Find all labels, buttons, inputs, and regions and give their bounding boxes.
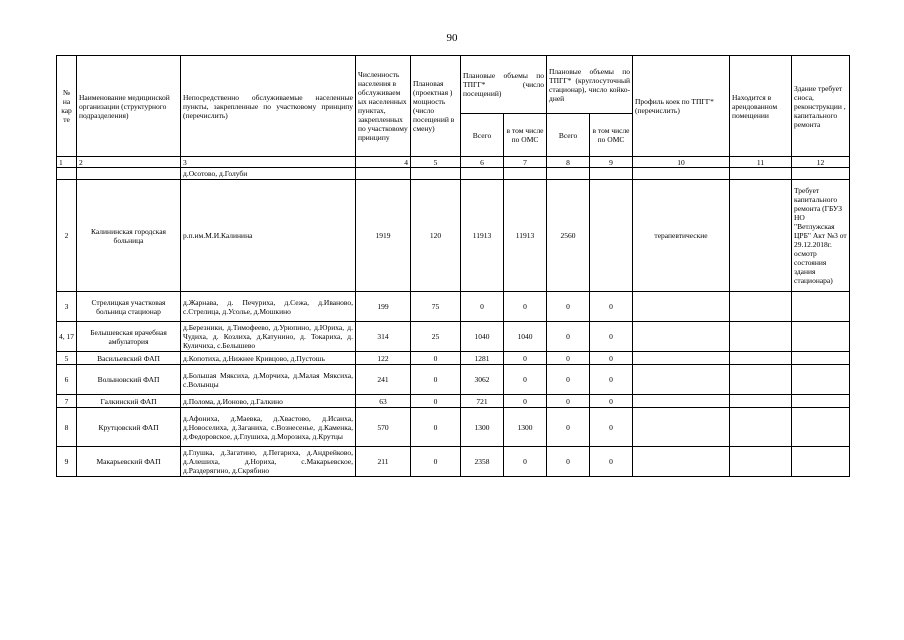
row-num: 3 (57, 292, 77, 322)
page-number: 90 (446, 32, 458, 44)
table-row (57, 322, 850, 352)
header-capacity: Плановая (проектная ) мощность (число посещений в смену) (411, 56, 461, 157)
row-points: д.Березники, д.Тимофеево, д.Урюпино, д.Юриха, д. Чудиха, д. Козлиха, д.Катунино, д. Токариха, д. Куличиха, с.Белышево (181, 322, 356, 352)
header-visits: Плановые объемы по ТПГГ* (число посещений) (461, 56, 547, 114)
table-row (57, 365, 850, 395)
continuation-row (57, 168, 850, 180)
row-num: 9 (57, 447, 77, 477)
row-beddays-total: 0 (547, 365, 590, 395)
row-repair (792, 292, 850, 322)
header-beddays: Плановые объемы по ТПГГ* (круглосуточный стационар), число койко-дней (547, 56, 633, 114)
row-bed-profile (633, 395, 730, 408)
row-population: 122 (356, 352, 411, 365)
row-visits-oms: 0 (504, 395, 547, 408)
header-rented: Находится в арендованном помещении (730, 56, 792, 157)
row-bed-profile (633, 292, 730, 322)
row-beddays-oms: 0 (590, 322, 633, 352)
row-visits-oms: 0 (504, 352, 547, 365)
table-row (57, 408, 850, 447)
row-bed-profile (633, 322, 730, 352)
row-beddays-oms: 0 (590, 447, 633, 477)
row-rented (730, 447, 792, 477)
col-number: 6 (461, 157, 504, 168)
col-number: 9 (590, 157, 633, 168)
table-row (57, 292, 850, 322)
row-repair (792, 322, 850, 352)
row-org-name: Калининская городская больница (77, 180, 181, 292)
row-org-name: Крутцовский ФАП (77, 408, 181, 447)
row-beddays-total: 0 (547, 322, 590, 352)
col-number: 4 (356, 157, 411, 168)
row-beddays-total: 0 (547, 447, 590, 477)
header-org-name: Наименование медицинской организации (структурного подразделения) (77, 56, 181, 157)
row-rented (730, 180, 792, 292)
row-visits-total: 0 (461, 292, 504, 322)
row-points: д.Афониха, д.Маевка, д.Хвастово, д.Исаиха, д.Новоселиха, д.Заганиха, с.Вознесенье, д.Каменка, д.Федоровское, д.Глушиха, д.Морозиха, д.Крутцы (181, 408, 356, 447)
row-org-name: Стрелицкая участковая больница стационар (77, 292, 181, 322)
row-bed-profile (633, 408, 730, 447)
facilities-table (56, 55, 850, 477)
row-repair: Требует капитального ремонта (ГБУЗ НО "Ветлужская ЦРБ" Акт №3 от 29.12.2018г. осмотр состояния здания стационара) (792, 180, 850, 292)
continuation-text: д.Осотово, д.Голуби (181, 168, 356, 180)
row-num: 8 (57, 408, 77, 447)
row-rented (730, 395, 792, 408)
table-row (57, 395, 850, 408)
row-visits-oms: 11913 (504, 180, 547, 292)
row-beddays-total: 0 (547, 395, 590, 408)
row-rented (730, 292, 792, 322)
header-beddays-oms: в том числе по ОМС (590, 114, 633, 157)
row-repair (792, 395, 850, 408)
column-numbers-row (57, 157, 850, 168)
row-capacity: 0 (411, 408, 461, 447)
row-beddays-oms: 0 (590, 292, 633, 322)
row-visits-oms: 0 (504, 292, 547, 322)
row-repair (792, 447, 850, 477)
row-org-name: Макарьевский ФАП (77, 447, 181, 477)
row-bed-profile: терапевтические (633, 180, 730, 292)
row-population: 241 (356, 365, 411, 395)
row-bed-profile (633, 447, 730, 477)
col-number: 5 (411, 157, 461, 168)
row-repair (792, 352, 850, 365)
row-visits-total: 1281 (461, 352, 504, 365)
row-beddays-total: 0 (547, 352, 590, 365)
table-row (57, 180, 850, 292)
row-num: 4, 17 (57, 322, 77, 352)
row-beddays-total: 0 (547, 292, 590, 322)
row-num: 5 (57, 352, 77, 365)
row-num: 2 (57, 180, 77, 292)
row-points: д.Копотиха, д.Нижнее Кривцово, д.Пустошь (181, 352, 356, 365)
row-population: 1919 (356, 180, 411, 292)
row-org-name: Волыновский ФАП (77, 365, 181, 395)
header-visits-oms: в том числе по ОМС (504, 114, 547, 157)
table-row (57, 352, 850, 365)
row-population: 570 (356, 408, 411, 447)
row-beddays-total: 0 (547, 408, 590, 447)
row-bed-profile (633, 365, 730, 395)
row-visits-total: 721 (461, 395, 504, 408)
col-number: 7 (504, 157, 547, 168)
row-visits-total: 1040 (461, 322, 504, 352)
row-points: д.Полома, д.Ионово, д.Галкино (181, 395, 356, 408)
row-rented (730, 365, 792, 395)
row-population: 314 (356, 322, 411, 352)
row-population: 211 (356, 447, 411, 477)
col-number: 3 (181, 157, 356, 168)
row-org-name: Галкинский ФАП (77, 395, 181, 408)
row-num: 6 (57, 365, 77, 395)
col-number: 10 (633, 157, 730, 168)
header-points: Непосредственно обслуживаемые населенные пункты, закрепленные по участковому принципу (перечислить) (181, 56, 356, 157)
row-visits-oms: 1300 (504, 408, 547, 447)
col-number: 8 (547, 157, 590, 168)
row-points: д.Глушка, д.Загатино, д.Пегариха, д.Андрейково, д.Алешиха, д.Нориха, с.Макарьевское, д.Раздерягино, д.Скрябино (181, 447, 356, 477)
row-population: 199 (356, 292, 411, 322)
row-bed-profile (633, 352, 730, 365)
col-number: 2 (77, 157, 181, 168)
row-repair (792, 408, 850, 447)
row-repair (792, 365, 850, 395)
row-visits-oms: 0 (504, 447, 547, 477)
row-rented (730, 408, 792, 447)
col-number: 12 (792, 157, 850, 168)
row-num: 7 (57, 395, 77, 408)
row-rented (730, 322, 792, 352)
row-visits-oms: 0 (504, 365, 547, 395)
col-number: 1 (57, 157, 77, 168)
row-beddays-oms: 0 (590, 395, 633, 408)
table-row (57, 447, 850, 477)
row-beddays-oms: 0 (590, 352, 633, 365)
row-visits-total: 2358 (461, 447, 504, 477)
row-points: д.Большая Мяксиха, д.Морчиха, д.Малая Мяксиха, с.Волынцы (181, 365, 356, 395)
row-capacity: 25 (411, 322, 461, 352)
row-capacity: 0 (411, 447, 461, 477)
header-bed-profile: Профиль коек по ТПГГ* (перечислить) (633, 56, 730, 157)
header-num: № на кар те (57, 56, 77, 157)
row-visits-total: 11913 (461, 180, 504, 292)
row-population: 63 (356, 395, 411, 408)
row-beddays-total: 2560 (547, 180, 590, 292)
header-population: Численность населения в обслуживаем ых населенных пунктах, закрепленных по участковому принципу (356, 56, 411, 157)
row-capacity: 0 (411, 395, 461, 408)
row-rented (730, 352, 792, 365)
header-visits-total: Всего (461, 114, 504, 157)
row-capacity: 75 (411, 292, 461, 322)
row-capacity: 0 (411, 365, 461, 395)
row-org-name: Васильевский ФАП (77, 352, 181, 365)
row-points: р.п.им.М.И.Калинина (181, 180, 356, 292)
row-beddays-oms: 0 (590, 408, 633, 447)
header-repair: Здание требует сноса, реконструкции , капитального ремонта (792, 56, 850, 157)
col-number: 11 (730, 157, 792, 168)
row-capacity: 0 (411, 352, 461, 365)
row-capacity: 120 (411, 180, 461, 292)
header-beddays-total: Всего (547, 114, 590, 157)
row-points: д.Жарнава, д. Печуриха, д.Сежа, д.Иваново, с.Стрелица, д.Усолье, д.Мошкино (181, 292, 356, 322)
row-beddays-oms (590, 180, 633, 292)
row-visits-total: 1300 (461, 408, 504, 447)
row-visits-total: 3062 (461, 365, 504, 395)
row-visits-oms: 1040 (504, 322, 547, 352)
row-org-name: Белышевская врачебная амбулатория (77, 322, 181, 352)
row-beddays-oms: 0 (590, 365, 633, 395)
